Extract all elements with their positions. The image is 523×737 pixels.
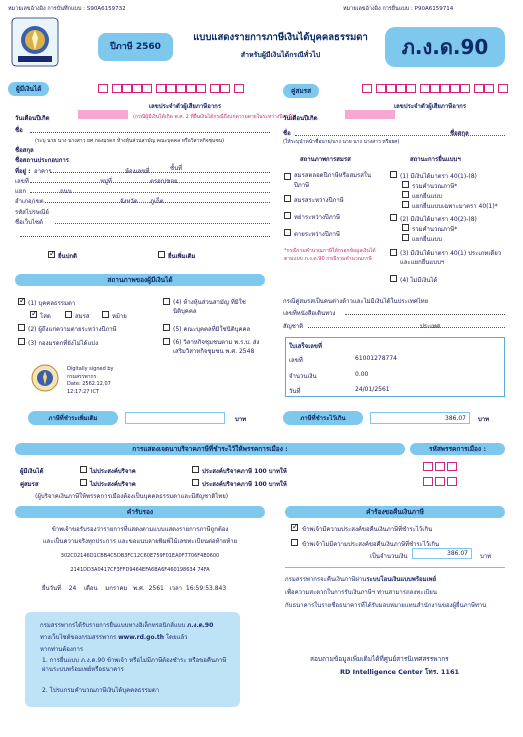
refund-request-header: คำร้องขอคืนเงินภาษี	[285, 506, 505, 518]
no-refund-label: ข้าพเจ้าไม่มีความประสงค์ขอคืนเงินภาษีที่ชำระไว้เกิน	[302, 541, 440, 548]
filing-normal-label: ยื่นปกติ	[58, 253, 77, 260]
payer-donate-label: ประสงค์บริจาคภาษี 100 บาทให้	[202, 468, 287, 475]
payer-surname-label: ชื่อสกุล	[15, 147, 34, 154]
marriage-option-1-checkbox[interactable]	[284, 173, 291, 180]
certification-hash-2: 2141DD3A0417CF3FFD9464EFA6BA6F460198634 74FA	[70, 567, 210, 573]
status-deceased-checkbox[interactable]	[18, 324, 25, 331]
spouse-tax-id-digit-box[interactable]	[484, 84, 494, 93]
income-option-1a-checkbox[interactable]	[402, 181, 409, 188]
spouse-no-donate-checkbox[interactable]	[80, 479, 87, 486]
payer-tax-id-digit-box[interactable]	[210, 84, 220, 93]
receipt-date-label: วันที่	[289, 388, 301, 395]
payer-floor-label: ชั้นที่	[170, 165, 183, 172]
spouse-tax-id-caption: เลขประจำตัวผู้เสียภาษีอากร	[393, 103, 467, 110]
spouse-tax-id-digit-box[interactable]	[420, 84, 430, 93]
tax-overpaid-field[interactable]: 386.07	[370, 412, 470, 424]
payer-tax-id-digit-box[interactable]	[166, 84, 176, 93]
spouse-section-label: คู่สมรส	[283, 84, 319, 98]
income-option-2-checkbox[interactable]	[390, 214, 397, 221]
payer-road-label: ถนน	[60, 188, 72, 195]
spouse-tax-id-digit-box[interactable]	[460, 84, 470, 93]
payer-section-label: ผู้มีเงินได้	[8, 82, 49, 96]
nationality-label: สัญชาติ	[283, 323, 304, 330]
status-estate-label: (3) กองมรดกที่ยังไม่ได้แบ่ง	[28, 340, 99, 347]
certification-header: คำรับรอง	[15, 506, 265, 518]
spouse-note: *กรณีรวมคำนวณภาษีให้กรอกข้อมูลเงินได้ตามแบบ ภ.ง.ด.90 กรณีรวมคำนวณภาษี	[284, 248, 376, 262]
status-community-checkbox[interactable]	[163, 338, 170, 345]
certification-text-2: และเป็นความจริงทุกประการ และขอแนบลายพิมพ์ไม้เลขทะเบียนต่อท้ายท้าย	[42, 538, 238, 545]
receipt-date-value: 24/01/2561	[355, 386, 390, 393]
form-title: แบบแสดงรายการภาษีเงินได้บุคคลธรรมดา	[193, 32, 368, 43]
status-group-label: (5) คณะบุคคลที่มิใช่นิติบุคคล	[173, 326, 251, 333]
ref-right: หมายเลขอ้างอิง การยื่นแบบ : P90A6159714	[343, 6, 454, 12]
promptpay-info-3: กับธนาคารในรายชื่อธนาคารที่ได้รับมอบหมายแทนสำนักงานของผู้ยื่นภาษีท่าน	[285, 602, 487, 609]
payer-tax-id-digit-box[interactable]	[132, 84, 142, 93]
spouse-no-donate-label: ไม่ประสงค์บริจาค	[90, 481, 136, 488]
spouse-surname-label: ชื่อสกุล	[450, 130, 469, 137]
no-refund-checkbox[interactable]	[291, 539, 298, 546]
income-option-1a-label: รวมคำนวณภาษี*	[412, 183, 458, 190]
spouse-tax-id-digit-box[interactable]	[450, 84, 460, 93]
spouse-tax-id-digit-box[interactable]	[396, 84, 406, 93]
status-estate-checkbox[interactable]	[18, 338, 25, 345]
refund-request-label: ข้าพเจ้ามีความประสงค์ขอคืนเงินภาษีที่ชำระไว้เกิน	[302, 526, 433, 533]
payer-email-label: ชื่อเว็บไซต์	[15, 219, 43, 226]
tax-overpaid-label: ภาษีที่ชำระไว้เกิน	[283, 411, 363, 425]
payer-junction-label: แยก	[15, 188, 27, 195]
payer-tax-id-digit-box[interactable]	[112, 84, 122, 93]
status-group-checkbox[interactable]	[163, 324, 170, 331]
spouse-tax-id-digit-box[interactable]	[376, 84, 386, 93]
payer-tax-id-digit-box[interactable]	[234, 84, 244, 93]
spouse-tax-id-digit-box[interactable]	[406, 84, 416, 93]
income-option-4-label: (4) ไม่มีเงินได้	[400, 277, 438, 284]
spouse-tax-id-digit-box[interactable]	[474, 84, 484, 93]
payer-tax-id-digit-box[interactable]	[142, 84, 152, 93]
rd-website-link[interactable]: www.rd.go.th	[118, 634, 165, 641]
status-single-checkbox[interactable]	[30, 311, 37, 318]
marriage-option-1-label: สมรสตลอดปีภาษีหรือสมรสในปีภาษี	[294, 172, 371, 189]
country-label: ประเทศ	[420, 323, 441, 330]
income-option-1b-checkbox[interactable]	[402, 191, 409, 198]
income-option-2b-label: แยกยื่นแบบ	[412, 236, 443, 243]
filing-additional-checkbox[interactable]	[158, 251, 165, 258]
marriage-option-4-label: ตายระหว่างปีภาษี	[294, 231, 340, 238]
spouse-tax-id-digit-box[interactable]	[498, 84, 508, 93]
digital-signature-text: Digitally signed by กรมสรรพากร Date: 2562.12.07 12:17:27 ICT	[67, 366, 114, 395]
promptpay-info-2: เพื่อความสะดวกในการรับเงินภาษีฯ ท่านสามารถลงทะเบียน	[285, 589, 437, 596]
spouse-tax-id-digit-box[interactable]	[386, 84, 396, 93]
income-option-2-label: (2) มีเงินได้มาตรา 40(2)-(8)	[400, 216, 477, 223]
status-partnership-label: (4) ห้างหุ้นส่วนสามัญ ที่มิใช่นิติบุคคล	[173, 299, 246, 315]
payer-building-label: อาคาร	[34, 168, 52, 175]
payer-no-donate-label: ไม่ประสงค์บริจาค	[90, 468, 136, 475]
payer-birth-label: วันเดือนปีเกิด	[15, 115, 50, 122]
marriage-option-3-label: หย่าระหว่างปีภาษี	[294, 214, 340, 221]
payer-province-label: จังหวัด	[120, 198, 138, 205]
footer-contact-line2: RD Intelligence Center โทร. 1161	[340, 668, 460, 676]
income-option-1c-checkbox[interactable]	[402, 201, 409, 208]
payer-soi-label: ตรอก/ซอย	[150, 178, 178, 185]
tax-year-box: ปีภาษี 2560	[98, 33, 173, 61]
tax-overpaid-unit: บาท	[478, 416, 490, 423]
payer-moo-label: หมู่ที่	[100, 178, 112, 185]
spouse-birth-field[interactable]	[345, 110, 395, 119]
status-married-label: สมรส	[75, 313, 90, 320]
spouse-donate-checkbox[interactable]	[192, 479, 199, 486]
payer-tax-id-digit-box[interactable]	[156, 84, 166, 93]
footer-notice-item-2: 2. โปรแกรมคำนวณภาษีเงินได้บุคคลธรรมดา	[42, 687, 160, 694]
spouse-tax-id-digit-box[interactable]	[362, 84, 372, 93]
spouse-party-code-box-1[interactable]	[423, 477, 433, 486]
status-married-checkbox[interactable]	[65, 311, 72, 318]
refund-request-checkbox[interactable]	[291, 524, 298, 531]
receipt-amount-label: จำนวนเงิน	[289, 373, 317, 380]
form-code: ภ.ง.ด.90	[385, 27, 505, 67]
payer-name-label: ชื่อ	[15, 127, 23, 134]
status-deceased-label: (2) ผู้ถึงแก่ความตายระหว่างปีภาษี	[28, 326, 117, 333]
spouse-name-label: ชื่อ	[283, 130, 291, 137]
receipt-no-value: 61001278774	[355, 355, 397, 362]
spouse-party-code-box-3[interactable]	[447, 477, 457, 486]
spouse-birth-label: วันเดือนปีเกิด	[283, 115, 318, 122]
status-community-label: (6) วิสาหกิจชุมชนตาม พ.ร.บ. ส่งเสริมวิสาหกิจชุมชน พ.ศ. 2548	[173, 339, 260, 355]
party-code-header: รหัสพรรคการเมือง :	[410, 443, 505, 455]
tax-additional-label: ภาษีที่ชำระเพิ่มเติม	[28, 411, 118, 425]
marriage-status-header: สถานภาพการสมรส	[300, 156, 351, 163]
income-option-1b-label: แยกยื่นแบบ	[412, 193, 443, 200]
receipt-no-label: เลขที่	[289, 357, 303, 364]
refund-amount-field[interactable]: 386.07	[412, 548, 472, 559]
spouse-tax-id-digit-box[interactable]	[440, 84, 450, 93]
income-option-2a-label: รวมคำนวณภาษี*	[412, 226, 458, 233]
refund-amount-unit: บาท	[480, 553, 492, 560]
income-option-2a-checkbox[interactable]	[402, 224, 409, 231]
payer-birth-field[interactable]	[78, 110, 128, 119]
donation-header: การแสดงเจตนาบริจาคภาษีที่ชำระไว้ให้พรรคการเมือง :	[15, 443, 405, 455]
payer-party-code-box-1[interactable]	[423, 462, 433, 471]
donation-note: (ผู้บริจาคเงินภาษีให้พรรคการเมืองต้องเป็นบุคคลธรรมดาและมีสัญชาติไทย)	[35, 493, 229, 500]
payer-house-no-label: เลขที่	[15, 178, 29, 185]
status-individual-checkbox[interactable]	[18, 298, 25, 305]
spouse-tax-id-digit-box[interactable]	[430, 84, 440, 93]
promptpay-info-1: กรมสรรพากรจะคืนเงินภาษีผ่านระบบโอนเงินแบบพร้อมเพย์	[285, 576, 437, 583]
certification-text-1: ข้าพเจ้าขอรับรองว่ารายการที่แสดงตามแบบแสดงรายการภาษีถูกต้อง	[51, 526, 229, 533]
marriage-option-4-checkbox[interactable]	[284, 229, 291, 236]
status-single-label: โสด	[40, 313, 51, 320]
refund-amount-label: เป็นจำนวนเงิน	[370, 553, 408, 560]
receipt-header: ใบเสร็จเลขที่	[289, 343, 322, 350]
payer-birth-note: (กรณีผู้มีเงินได้เกิด พ.ศ. 2 ที่ยื่นเงินได้กรณีถึงแก่ความตายในระหว่างปีภาษี)	[133, 114, 294, 120]
spouse-name-note: (ให้ระบุนำหน้าชื่อนาย/นาง นาย นาง นางสาว หรือยศ)	[283, 139, 400, 145]
income-option-2b-checkbox[interactable]	[402, 234, 409, 241]
payer-tax-id-digit-box[interactable]	[176, 84, 186, 93]
digital-signature-seal	[30, 363, 60, 393]
ref-left: หมายเลขอ้างอิง การบันทึกแบบ : S90A6159732	[8, 6, 126, 12]
income-option-1-checkbox[interactable]	[390, 171, 397, 178]
donation-payer-label: ผู้มีเงินได้	[20, 468, 44, 475]
income-status-header: สถานะการยื่นแบบฯ	[410, 156, 461, 163]
payer-party-code-box-3[interactable]	[447, 462, 457, 471]
footer-notice-item-1: 1. การยื่นแบบ ภ.ง.ด.90 ข้าพเจ้า หรือไม่มีภาษีต้องชำระ หรือขอคืนภาษีผ่านระบบพร้อมเพย์หรือธนาคาร	[42, 657, 227, 673]
passport-label: เลขที่หนังสือเดินทาง	[283, 310, 336, 317]
income-option-1-label: (1) มีเงินได้มาตรา 40(1)-(8)	[400, 173, 477, 180]
taxpayer-status-header: สถานภาพของผู้มีเงินได้	[15, 274, 265, 286]
payer-district-label: อำเภอ/เขต	[15, 198, 44, 205]
payer-tax-id-digit-box[interactable]	[186, 84, 196, 93]
payer-tax-id-caption: เลขประจำตัวผู้เสียภาษีอากร	[148, 103, 222, 110]
marriage-option-3-checkbox[interactable]	[284, 212, 291, 219]
filing-date-line: ยื่นวันที่ 24 เดือน มกราคม พ.ศ. 2561 เวลา 16:59:53.843	[42, 585, 227, 592]
payer-room-label: ห้องเลขที่	[125, 168, 150, 175]
filing-normal-checkbox[interactable]	[48, 251, 55, 258]
footer-notice-line3: หากท่านต้องการ	[40, 646, 84, 653]
footer-contact-line1: สอบถามข้อมูลเพิ่มเติมได้ที่ศูนย์สารนิเทศสรรพากร	[310, 655, 449, 663]
donation-spouse-label: คู่สมรส	[20, 481, 39, 488]
receipt-amount-value: 0.00	[355, 371, 369, 378]
income-option-4-checkbox[interactable]	[390, 275, 397, 282]
marriage-option-2-label: สมรสระหว่างปีภาษี	[294, 197, 344, 204]
footer-notice-line1: กรมสรรพากรได้รับรายการยื่นแบบทางอิเล็กทรอนิกส์แบบ ภ.ง.ด.90	[40, 622, 214, 629]
spouse-donate-label: ประสงค์บริจาคภาษี 100 บาทให้	[202, 481, 287, 488]
income-option-3-checkbox[interactable]	[390, 249, 397, 256]
payer-address-label: ที่อยู่ :	[15, 168, 31, 175]
payer-tax-id-digit-box[interactable]	[196, 84, 206, 93]
footer-notice-line2: ทางเว็บไซต์ของกรมสรรพากร www.rd.go.th โดยแล้ว	[40, 634, 188, 641]
filing-additional-label: ยื่นเพิ่มเติม	[168, 253, 196, 260]
payer-tax-id-digit-box[interactable]	[98, 84, 108, 93]
status-widowed-checkbox[interactable]	[102, 311, 109, 318]
payer-postcode-label: รหัสไปรษณีย์	[15, 209, 49, 216]
payer-name-note: (ระบุ นาย นาง นางสาว ยศ กองมรดก ห้างหุ้นส่วนสามัญ คณะบุคคล หรือวิสาหกิจชุมชน)	[35, 138, 225, 144]
tax-additional-unit: บาท	[235, 416, 247, 423]
payer-no-donate-checkbox[interactable]	[80, 466, 87, 473]
status-widowed-label: หม้าย	[112, 313, 127, 320]
income-option-1c-label: แยกยื่นแบบเฉพาะมาตรา 40(1)*	[412, 203, 498, 210]
revenue-department-seal	[10, 16, 60, 68]
marriage-option-2-checkbox[interactable]	[284, 195, 291, 202]
status-individual-label: (1) บุคคลธรรมดา	[28, 300, 76, 307]
form-subtitle: สำหรับผู้มีเงินได้กรณีทั่วไป	[240, 51, 321, 59]
payer-workplace-label: ชื่อสถานประกอบการ	[15, 157, 69, 164]
payer-party-code-box-2[interactable]	[435, 462, 445, 471]
income-option-3-label: (3) มีเงินได้มาตรา 40(1) ประเภทเดียวและแยกยื่นแบบฯ	[400, 250, 502, 266]
spouse-party-code-box-2[interactable]	[435, 477, 445, 486]
status-partnership-checkbox[interactable]	[163, 298, 170, 305]
payer-tax-id-digit-box[interactable]	[220, 84, 230, 93]
payer-province-value: ภูเก็ต	[150, 198, 164, 205]
certification-hash-1: 302C02146D1CBB4C5DB3FC12C60E759F01EA0F7706F4E0600	[60, 553, 220, 559]
tax-additional-field[interactable]	[125, 412, 225, 424]
foreign-spouse-note: กรณีคู่สมรสเป็นคนต่างด้าวและไม่มีเงินได้ในประเทศไทย	[283, 298, 429, 305]
payer-tax-id-digit-box[interactable]	[122, 84, 132, 93]
payer-donate-checkbox[interactable]	[192, 466, 199, 473]
